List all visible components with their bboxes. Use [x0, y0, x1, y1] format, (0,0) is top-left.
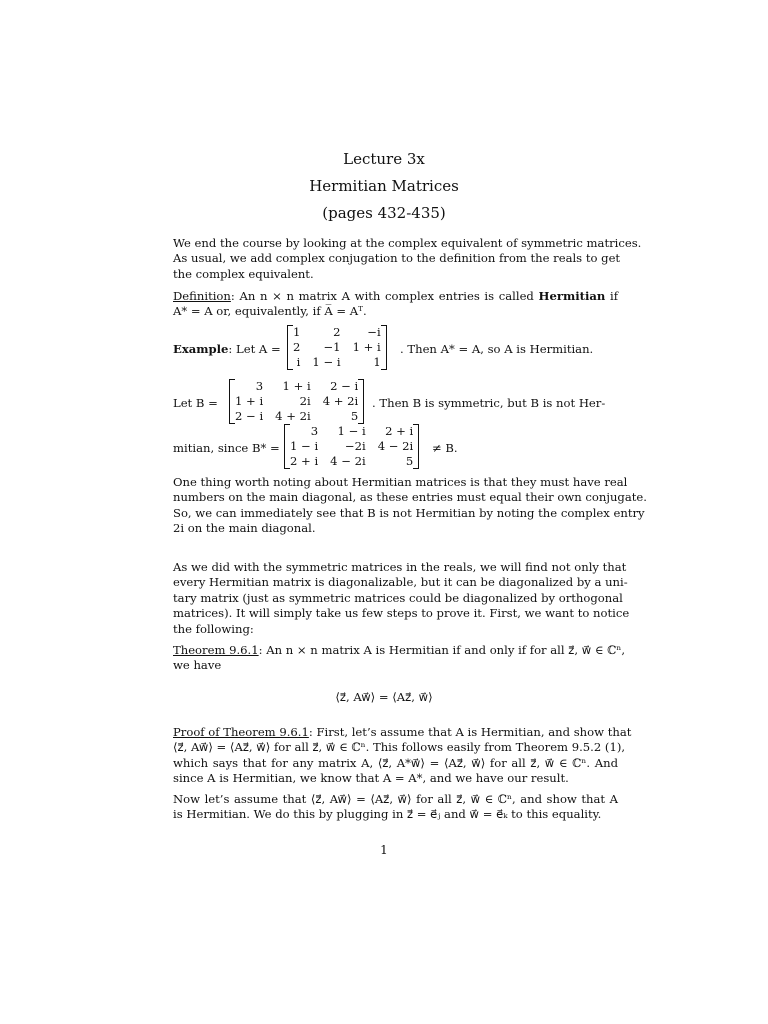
diagonal-note-paragraph — [173, 475, 647, 537]
matrix-cell: 2 + i — [290, 454, 319, 468]
text-line — [173, 289, 618, 304]
page-title: Hermitian Matrices — [309, 177, 459, 195]
example-a-text: : Let A = — [228, 342, 281, 356]
left-bracket — [229, 379, 235, 424]
text-line: tary matrix (just as symmetric matrices could be diagonalized by orthogonal — [173, 590, 623, 605]
matrix-b — [229, 379, 364, 424]
proof-paragraph — [173, 725, 632, 787]
right-bracket — [381, 325, 387, 370]
text-line: Now let’s assume that ⟨z⃗, Aw⃗⟩ = ⟨Az⃗, w⃗⟩ for all z⃗, w⃗ ∈ ℂⁿ, and show that A — [173, 792, 618, 806]
text-line: since A is Hermitian, we know that A = A*, and we have our result. — [173, 771, 569, 786]
example-b-prefix: Let B = — [173, 396, 218, 410]
text-line: 2i on the main diagonal. — [173, 521, 316, 536]
matrix-cell: 2 — [333, 325, 341, 339]
matrix-cell: 1 − i — [312, 355, 341, 369]
matrix-cell: 3 — [255, 379, 264, 393]
matrix-cell: i — [296, 355, 301, 369]
converse-paragraph — [173, 792, 618, 823]
text-line: every Hermitian matrix is diagonalizable, but it can be diagonalized by a uni- — [173, 575, 628, 590]
matrix-a — [287, 325, 387, 370]
text-line — [173, 643, 626, 658]
matrix-cell: 4 + 2i — [322, 394, 359, 408]
theorem-equation: ⟨z⃗, Aw⃗⟩ = ⟨Az⃗, w⃗⟩ — [335, 690, 433, 704]
matrix-cell: 4 + 2i — [275, 409, 311, 423]
matrix-cell: 1 + i — [352, 340, 381, 354]
matrix-cell: 2 + i — [385, 424, 414, 438]
page-range: (pages 432-435) — [322, 204, 446, 222]
intro-paragraph — [173, 236, 642, 282]
text-line: the following: — [173, 621, 254, 636]
text-line: One thing worth noting about Hermitian matrices is that they must have real — [173, 475, 628, 489]
matrix-cell: 4 − 2i — [377, 439, 414, 453]
text-line: ⟨z⃗, Aw⃗⟩ = ⟨Az⃗, w⃗⟩ for all z⃗, w⃗ ∈ ℂⁿ. This follows easily from Theorem 9.5.2 (1), — [173, 740, 626, 755]
text-line: We end the course by looking at the complex equivalent of symmetric matrices. — [173, 236, 642, 250]
left-bracket — [287, 325, 293, 370]
matrix-cell: −2i — [344, 439, 366, 453]
proof-text: : First, let’s assume that A is Hermitian, and show that — [308, 725, 632, 739]
text-line: numbers on the main diagonal, as these entries must equal their own conjugate. — [173, 490, 647, 505]
text-line: As usual, we add complex conjugation to the definition from the reals to get — [173, 251, 621, 266]
theorem-label: Theorem 9.6.1 — [173, 643, 259, 657]
proof-label: Proof of Theorem 9.6.1 — [173, 725, 309, 739]
text-line: matrices). It will simply take us few steps to prove it. First, we want to notice — [173, 606, 630, 621]
example-b-suffix: . Then B is symmetric, but B is not Her- — [372, 396, 606, 410]
text-line: the complex equivalent. — [173, 266, 314, 281]
definition-label: Definition — [173, 289, 231, 303]
theorem-text: : An n × n matrix A is Hermitian if and only if for all z⃗, w⃗ ∈ ℂⁿ, — [258, 643, 626, 657]
matrix-cell: 2 − i — [235, 409, 264, 423]
definition-paragraph — [173, 289, 618, 320]
text-line: we have — [173, 658, 222, 673]
page-number: 1 — [380, 843, 388, 857]
b-star-prefix: mitian, since B* = — [173, 441, 280, 455]
text-line: is Hermitian. We do this by plugging in z⃗ = e⃗ⱼ and w⃗ = e⃗ₖ to this equality. — [173, 807, 602, 822]
text-line: which says that for any matrix A, ⟨z⃗, A*w⃗⟩ = ⟨Az⃗, w⃗⟩ for all z⃗, w⃗ ∈ ℂⁿ. And — [173, 755, 618, 770]
example-a-suffix: . Then A* = A, so A is Hermitian. — [400, 342, 594, 356]
matrix-cell: 4 − 2i — [330, 454, 366, 468]
example-label: Example — [173, 342, 229, 356]
matrix-cell: 5 — [405, 454, 414, 468]
right-bracket — [358, 379, 364, 424]
matrix-cell: 1 — [373, 355, 381, 369]
matrix-cell: 1 — [293, 325, 301, 339]
definition-text: : An n × n matrix A with complex entries is called — [230, 289, 539, 303]
matrix-cell: 2 − i — [330, 379, 359, 393]
matrix-cell: 2 — [293, 340, 301, 354]
matrix-cell: 1 + i — [235, 394, 264, 408]
matrix-cell: 3 — [310, 424, 319, 438]
theorem-paragraph — [173, 643, 626, 674]
example-a-prefix — [173, 342, 281, 356]
b-star-suffix: ≠ B. — [432, 441, 458, 455]
matrix-cell: 1 − i — [337, 424, 366, 438]
diagonalization-paragraph — [173, 560, 630, 637]
text-line — [173, 725, 632, 740]
matrix-cell: 1 + i — [282, 379, 311, 393]
matrix-cell: −i — [367, 325, 381, 339]
matrix-cell: 1 − i — [290, 439, 319, 453]
text-line: So, we can immediately see that B is not Hermitian by noting the complex entry — [173, 505, 645, 520]
hermitian-term: Hermitian — [538, 289, 606, 303]
text-line: As we did with the symmetric matrices in the reals, we will find not only that — [173, 560, 627, 574]
matrix-cell: 5 — [350, 409, 359, 423]
text-line: A* = A or, equivalently, if A̅ = Aᵀ. — [173, 304, 367, 319]
left-bracket — [284, 424, 290, 469]
lecture-label: Lecture 3x — [343, 150, 425, 168]
matrix-cell: 2i — [299, 394, 311, 408]
matrix-cell: −1 — [323, 340, 341, 354]
right-bracket — [413, 424, 419, 469]
matrix-b-star — [284, 424, 419, 469]
definition-text-end: if — [605, 289, 618, 303]
